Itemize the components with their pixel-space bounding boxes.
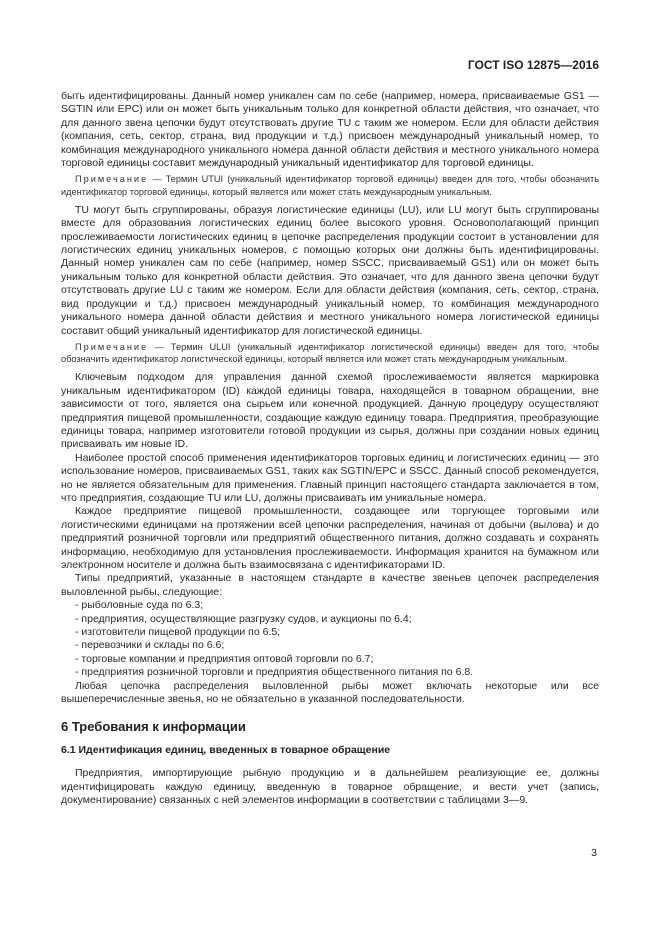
paragraph: Предприятия, импортирующие рыбную продукцию и в дальнейшем реализующие ее, должны идентифицировать каждую единицу, введенную в товарное обращение, и вести учет (запись, документирование) связанных с ней элементов информации в соответствии с таблицами 3—9. — [61, 767, 599, 807]
paragraph: Каждое предприятие пищевой промышленности, создающее или торгующее торговыми или логистическими единицами на протяжении всей цепочки распределения, начиная от добычи (вылова) и до предприятий розничной торговли или предприятий общественного питания, должно создавать и сохранять информацию, необходимую для установления прослеживаемости. Информация хранится на бумажном или электронном носителе и должна быть взаимосвязана с идентификаторами ID. — [61, 505, 599, 571]
note-text: — Термин UTUI (уникальный идентификатор торговой единицы) введен для того, чтобы обозначить идентификатор торговой единицы, который является или может стать международным уникальным. — [61, 174, 599, 197]
list-item: - перевозчики и склады по 6.6; — [75, 639, 225, 652]
standard-header: ГОСТ ISO 12875—2016 — [467, 58, 599, 72]
paragraph: Типы предприятий, указанные в настоящем стандарте в качестве звеньев цепочек распределения выловленной рыбы, следующие: — [61, 572, 599, 598]
list-item: - предприятия розничной торговли и предприятия общественного питания по 6.8. — [75, 666, 474, 679]
list-item: - предприятия, осуществляющие разгрузку судов, и аукционы по 6.4; — [75, 612, 412, 625]
subsection-heading: 6.1 Идентификация единиц, введенных в товарное обращение — [61, 743, 391, 756]
note — [61, 341, 599, 365]
note-label: Примечание — [75, 174, 149, 185]
section-heading: 6 Требования к информации — [61, 719, 246, 735]
list-item: - торговые компании и предприятия оптовой торговли по 6.7; — [75, 652, 374, 665]
note — [61, 173, 599, 197]
note-label: Примечание — [75, 341, 149, 352]
paragraph: быть идентифицированы. Данный номер уникален сам по себе (например, номера, присваиваемые GS1 — SGTIN или EPC) или он может быть уникальным только для конкретной области действия, что означает, что для данного звена цепочки будут отсутствовать другие TU с таким же номером. Если для области действия (компания, сеть, сектор, страна, вид продукции и т.д.) присвоен международный уникальный номер, то комбинация международного уникального номера данной области действия и местного уникального номера торговой единицы составит международный уникальный идентификатор для торговой единицы. — [61, 90, 599, 170]
page-content — [61, 90, 599, 808]
page-number: 3 — [591, 847, 597, 859]
paragraph: Любая цепочка распределения выловленной рыбы может включать некоторые или все вышеперечисленные звенья, но не обязательно в указанной последовательности. — [61, 679, 599, 706]
enterprise-type-list — [61, 599, 599, 679]
note-text: — Термин ULUI (уникальный идентификатор логистической единицы) введен для того, чтобы обозначить идентификатор логистической единицы, который является или может стать международным уникальным. — [61, 341, 599, 365]
paragraph: Наиболее простой способ применения идентификаторов торговых единиц и логистических единиц — это использование номеров, присваиваемых GS1, таких как SGTIN/EPC и SSCC. Данный способ рекомендуется, но не является обязательным для применения. Главный принцип настоящего стандарта заключается в том, что предприятия, создающие TU или LU, должны присваивать им уникальные номера. — [61, 451, 599, 504]
list-item: - изготовители пищевой продукции по 6.5; — [75, 626, 281, 639]
paragraph: TU могут быть сгруппированы, образуя логистические единицы (LU), или LU могут быть сгруппированы вместе для образования логистических единиц более высокого уровня. Основополагающий принцип прослеживаемости логистических единиц в цепочке распределения продукции состоит в установлении для логистических единиц уникальных номеров, с помощью которых они должны быть идентифицированы. Данный номер уникален сам по себе (например, номер SSCC, присваиваемый GS1) или он может быть уникальным только для конкретной области действия. Это означает, что для данного звена цепочки будут отсутствовать другие LU с таким же номером. Если для области действия (компания, сеть, сектор, страна, вид продукции и т.д.) присвоен международный уникальный номер, то комбинация международного уникального номера данной области действия и местного уникального номера логистической единицы составит общий уникальный идентификатор для логистической единицы. — [61, 203, 599, 337]
list-item: - рыболовные суда по 6.3; — [75, 599, 204, 612]
paragraph: Ключевым подходом для управления данной схемой прослеживаемости является маркировка уникальным идентификатором (ID) каждой единицы товара, находящейся в товарном обращении, вне зависимости от того, является она сырьем или конечной продукцией. Данную процедуру осуществляют предприятия пищевой промышленности, создающие каждую единицу товара. Предприятия, преобразующие единицы товара, например изготовители готовой продукции из сырья, должны при создании новых единиц присваивать им новые ID. — [61, 371, 599, 451]
